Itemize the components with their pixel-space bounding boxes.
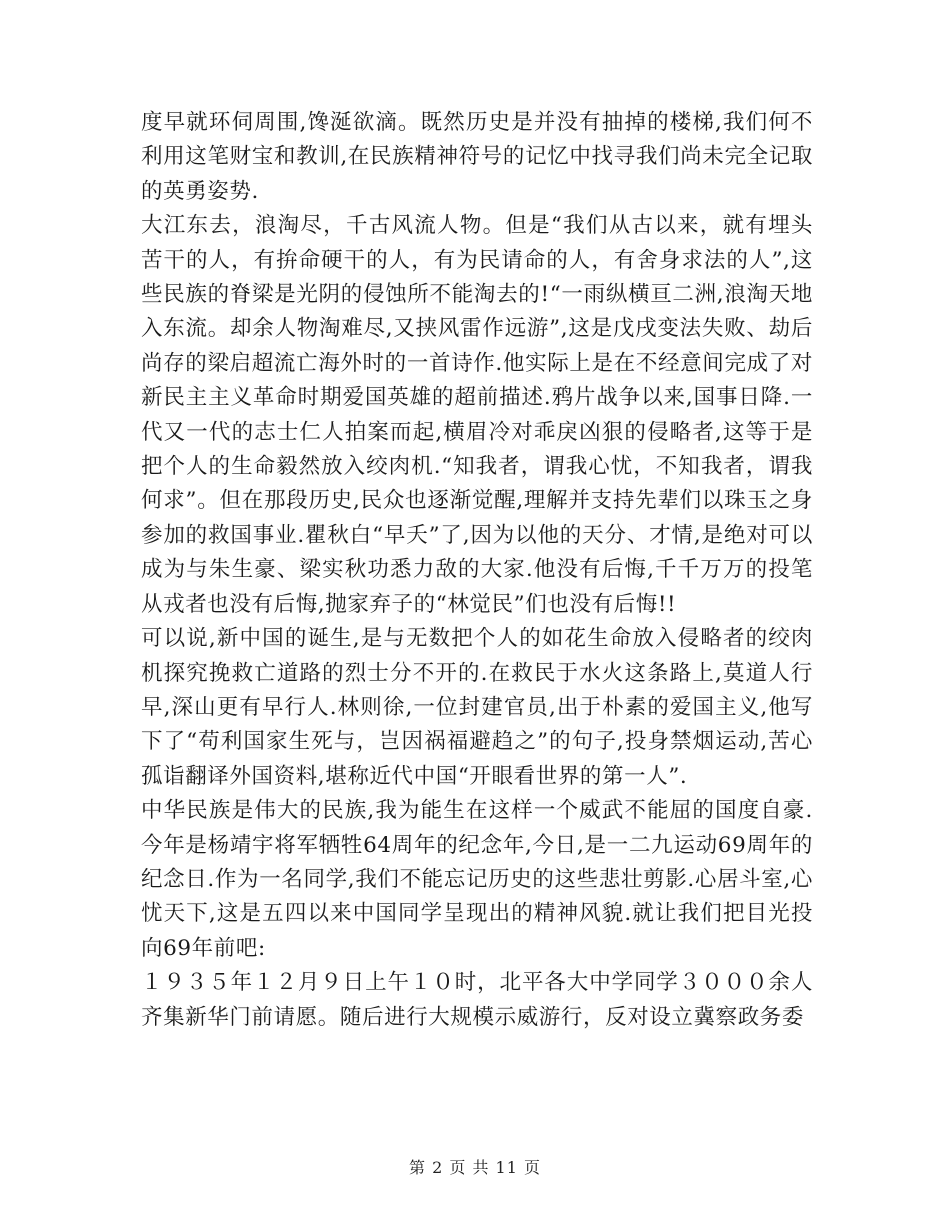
page-body xyxy=(141,106,813,1035)
paragraph-2: 大江东去，浪淘尽，千古风流人物。但是“我们从古以来，就有埋头苦干的人，有拚命硬干的人，有为民请命的人，有舍身求法的人”,这些民族的脊梁是光阴的侵蚀所不能淘去的!“一雨纵横亘二洲,浪淘天地入东流。却余人物淘难尽,又挟风雷作远游”,这是戊戌变法失败、劫后尚存的梁启超流亡海外时的一首诗作.他实际上是在不经意间完成了对新民主主义革命时期爱国英雄的超前描述.鸦片战争以来,国事日降.一代又一代的志士仁人拍案而起,横眉冷对乖戾凶狠的侵略者,这等于是把个人的生命毅然放入绞肉机.“知我者，谓我心忧，不知我者，谓我何求”。但在那段历史,民众也逐渐觉醒,理解并支持先辈们以珠玉之身参加的救国事业.瞿秋白“早夭”了,因为以他的天分、才情,是绝对可以成为与朱生豪、梁实秋功悉力敌的大家.他没有后悔,千千万万的投笔从戎者也没有后悔,抛家弃子的“林觉民”们也没有后悔!! xyxy=(141,213,813,617)
paragraph-3: 可以说,新中国的诞生,是与无数把个人的如花生命放入侵略者的绞肉机探究挽救亡道路的烈士分不开的.在救民于水火这条路上,莫道人行早,深山更有早行人.林则徐,一位封建官员,出于朴素的爱国主义,他写下了“苟利国家生死与，岂因祸福避趋之”的句子,投身禁烟运动,苦心孤诣翻译外国资料,堪称近代中国“开眼看世界的第一人”. xyxy=(141,626,813,789)
page-number-footer: 第 2 页 共 11 页 xyxy=(409,1158,541,1177)
paragraph-4: 中华民族是伟大的民族,我为能生在这样一个威武不能屈的国度自豪.今年是杨靖宇将军牺牲64周年的纪念年,今日,是一二九运动69周年的纪念日.作为一名同学,我们不能忘记历史的这些悲壮剪影.心居斗室,心忧天下,这是五四以来中国同学呈现出的精神风貌.就让我们把目光投向69年前吧: xyxy=(141,798,813,961)
paragraph-1: 度早就环伺周围,馋涎欲滴。既然历史是并没有抽掉的楼梯,我们何不利用这笔财宝和教训,在民族精神符号的记忆中找寻我们尚未完全记取的英勇姿势. xyxy=(141,110,813,204)
paragraph-5: １９３５年１２月９日上午１０时，北平各大中学同学３０００余人齐集新华门前请愿。随后进行大规模示威游行，反对设立冀察政务委 xyxy=(141,970,813,1030)
